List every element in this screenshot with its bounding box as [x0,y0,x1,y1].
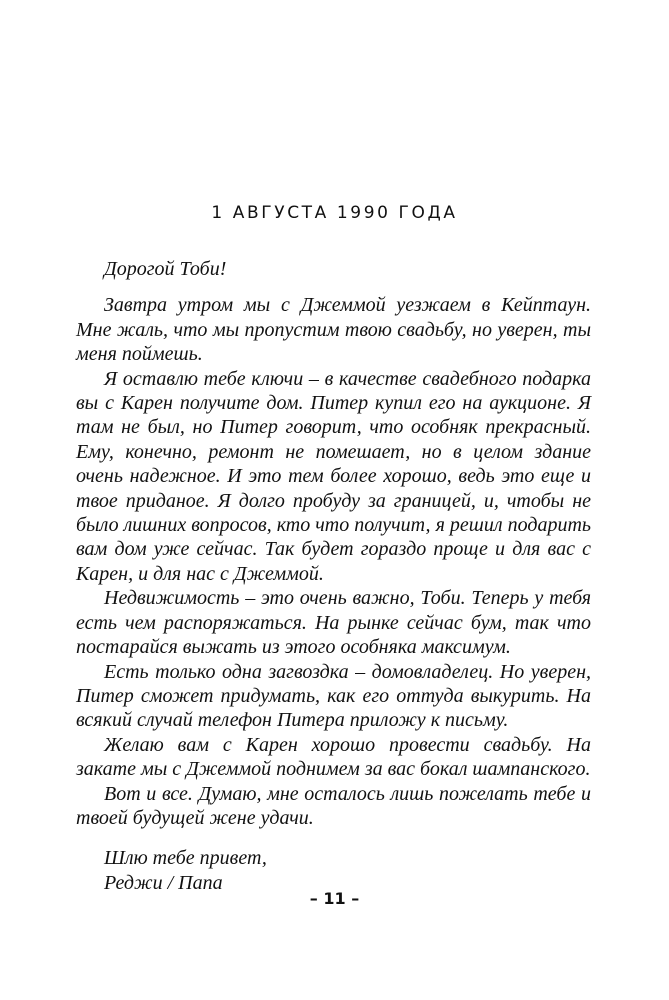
letter-paragraph: Завтра утром мы с Джеммой уезжаем в Кейптаун. Мне жаль, что мы пропустим твою свадьбу, но уверен, ты меня поймешь. [76,294,591,366]
letter-paragraph: Есть только одна загвоздка – домовладелец. Но уверен, Питер сможет придумать, как его оттуда выкурить. На всякий случай телефон Питера приложу к письму. [76,660,591,732]
letter-paragraph: Желаю вам с Карен хорошо провести свадьбу. На закате мы с Джеммой поднимем за вас бокал шампанского. [76,733,591,781]
letter-salutation: Дорогой Тоби! [104,258,227,280]
page-number: – 11 – [309,889,360,908]
letter-paragraph: Я оставлю тебе ключи – в качестве свадебного подарка вы с Карен получите дом. Питер купил его на аукционе. Я там не был, но Питер говорит, что особняк прекрасный. Ему, конечно, ремонт не помешает, но в целом здание очень надежное. И это тем более хорошо, ведь это еще и твое приданое. Я долго пробуду за границей, и, чтобы не было лишних вопросов, кто что получит, я решил подарить вам дом уже сейчас. Так будет гораздо проще и для вас с Карен, и для нас с Джеммой. [76,367,591,585]
letter-body [76,257,591,895]
chapter-heading: 1 АВГУСТА 1990 ГОДА [211,203,458,223]
letter-paragraph: Вот и все. Думаю, мне осталось лишь пожелать тебе и твоей будущей жене удачи. [76,782,591,829]
letter-paragraph: Недвижимость – это очень важно, Тоби. Теперь у тебя есть чем распоряжаться. На рынке сейчас бум, так что постарайся выжать из этого особняка максимум. [76,587,591,659]
letter-signature: Реджи / Папа [104,871,223,894]
letter-closing: Шлю тебе привет, [104,847,267,870]
